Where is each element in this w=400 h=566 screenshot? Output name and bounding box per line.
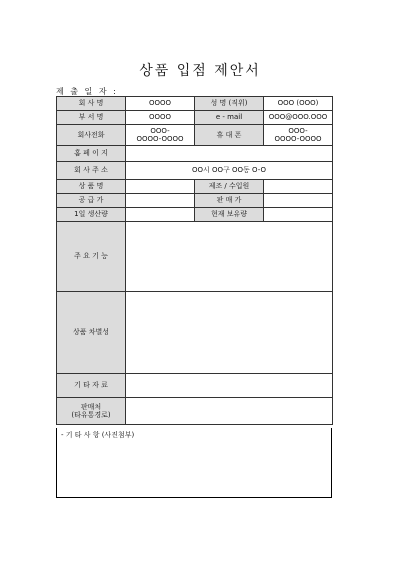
department-label: 부 서 명 (57, 111, 126, 125)
sales-channel-label-line1: 판매처 (80, 402, 102, 411)
row-department (57, 111, 333, 125)
other-notes-label: - 기 타 사 항 (사진첨부) (61, 431, 135, 439)
company-name-value[interactable]: OOOO (126, 97, 195, 111)
phone-value[interactable] (126, 125, 195, 146)
stock-label: 현재 보유량 (195, 208, 264, 222)
supply-price-label: 공 급 가 (57, 194, 126, 208)
row-product (57, 180, 333, 194)
features-value[interactable] (126, 222, 333, 292)
homepage-value[interactable] (126, 146, 333, 162)
other-materials-value[interactable] (126, 374, 333, 398)
other-materials-label: 기 타 자 료 (57, 374, 126, 398)
proposal-form-table (56, 96, 333, 425)
sales-channel-label (57, 398, 126, 425)
row-features (57, 222, 333, 292)
mobile-label: 휴 대 폰 (195, 125, 264, 146)
mobile-value-line1: OOO- (288, 126, 308, 135)
row-phone (57, 125, 333, 146)
stock-value[interactable] (264, 208, 333, 222)
sales-channel-value[interactable] (126, 398, 333, 425)
homepage-label: 홈 페 이 지 (57, 146, 126, 162)
phone-label: 회사전화 (57, 125, 126, 146)
sales-channel-label-line2: (타유통경로) (71, 411, 111, 419)
document-title: 상품 입점 제안서 (139, 63, 261, 79)
row-other (57, 374, 333, 398)
name-value[interactable]: OOO (OOO) (264, 97, 333, 111)
row-price (57, 194, 333, 208)
differentiation-label: 상품 차별성 (57, 292, 126, 374)
maker-label: 제조 / 수입원 (195, 180, 264, 194)
maker-value[interactable] (264, 180, 333, 194)
email-label: e - mail (195, 111, 264, 125)
sale-price-label: 판 매 가 (195, 194, 264, 208)
row-homepage (57, 146, 333, 162)
row-company (57, 97, 333, 111)
features-label: 주 요 기 능 (57, 222, 126, 292)
row-output (57, 208, 333, 222)
mobile-value[interactable] (264, 125, 333, 146)
product-name-value[interactable] (126, 180, 195, 194)
product-name-label: 상 품 명 (57, 180, 126, 194)
row-differentiation (57, 292, 333, 374)
differentiation-value[interactable] (126, 292, 333, 374)
row-address (57, 162, 333, 180)
daily-output-label: 1일 생산량 (57, 208, 126, 222)
company-name-label: 회 사 명 (57, 97, 126, 111)
supply-price-value[interactable] (126, 194, 195, 208)
name-label: 성 명 (직위) (195, 97, 264, 111)
row-channel (57, 398, 333, 425)
sale-price-value[interactable] (264, 194, 333, 208)
daily-output-value[interactable] (126, 208, 195, 222)
department-value[interactable]: OOOO (126, 111, 195, 125)
mobile-value-line2: OOOO-OOOO (274, 135, 322, 143)
phone-value-line1: OOO- (150, 126, 170, 135)
address-value[interactable]: OO시 OO구 OO동 O-O (126, 162, 333, 180)
phone-value-line2: OOOO-OOOO (136, 135, 184, 143)
other-notes-box[interactable] (56, 428, 332, 498)
submission-date-label: 제 출 일 자 : (56, 87, 118, 96)
address-label: 회 사 주 소 (57, 162, 126, 180)
email-value[interactable]: OOO@OOO.OOO (264, 111, 333, 125)
